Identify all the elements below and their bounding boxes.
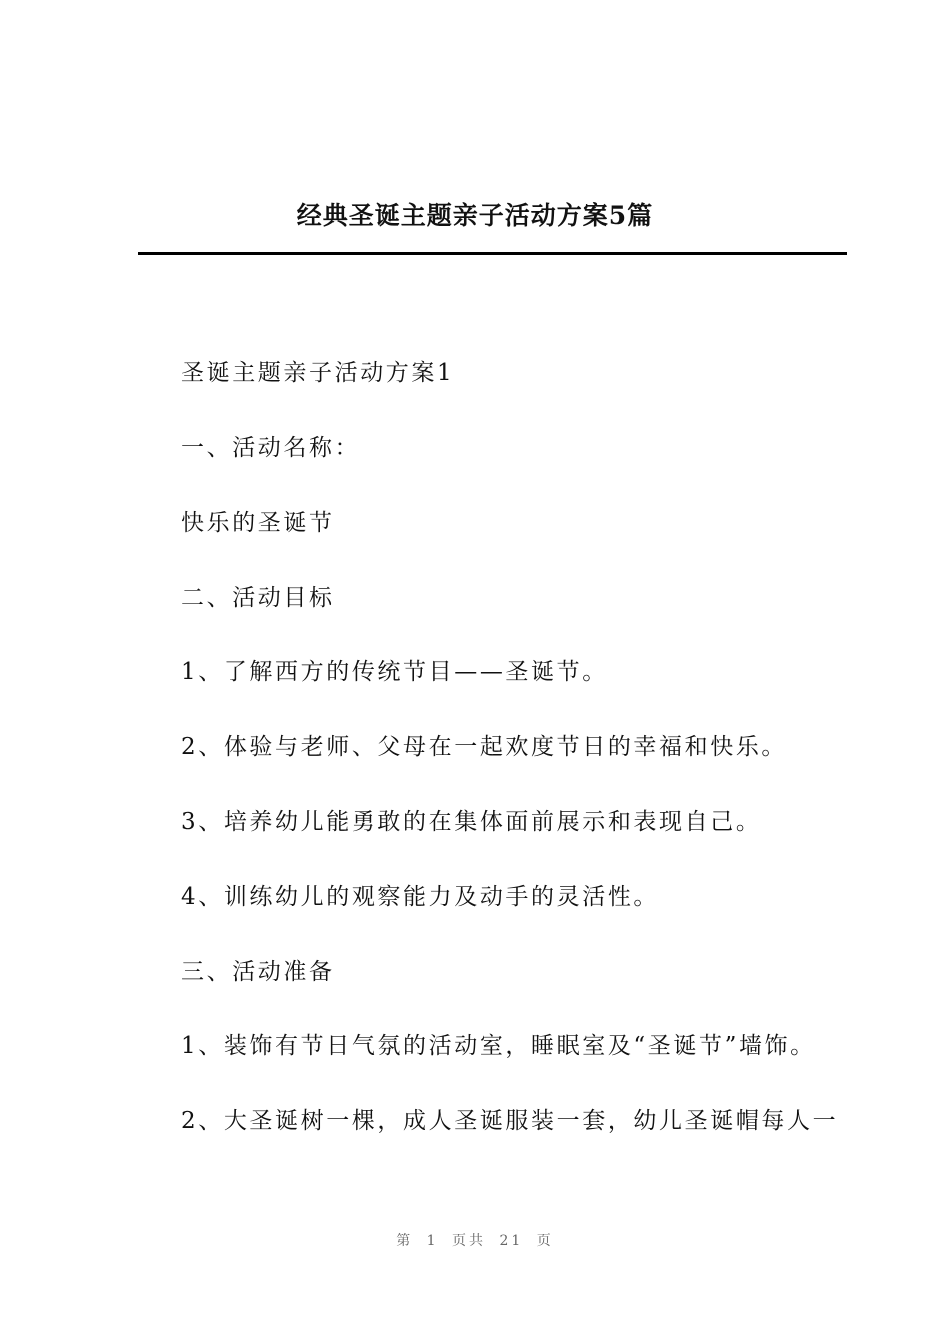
- page-footer: 第 1 页共 21 页: [396, 1233, 554, 1249]
- document-title: 经典圣诞主题亲子活动方案5篇: [296, 201, 654, 230]
- paragraph-line: 快乐的圣诞节: [181, 510, 335, 536]
- paragraph-line: 2、体验与老师、父母在一起欢度节日的幸福和快乐。: [181, 734, 788, 760]
- paragraph-line: 三、活动准备: [181, 959, 335, 985]
- section-heading: 圣诞主题亲子活动方案1: [181, 360, 455, 386]
- paragraph-line: 2、大圣诞树一棵，成人圣诞服装一套，幼儿圣诞帽每人一: [181, 1108, 839, 1134]
- paragraph-line: 1、了解西方的传统节目——圣诞节。: [181, 659, 608, 685]
- paragraph-line: 二、活动目标: [181, 585, 335, 611]
- paragraph-line: 3、培养幼儿能勇敢的在集体面前展示和表现自己。: [181, 809, 762, 835]
- title-divider: [138, 252, 847, 255]
- paragraph-line: 一、活动名称：: [181, 435, 361, 461]
- paragraph-line: 1、装饰有节日气氛的活动室，睡眠室及“圣诞节”墙饰。: [181, 1033, 816, 1059]
- paragraph-line: 4、训练幼儿的观察能力及动手的灵活性。: [181, 884, 660, 910]
